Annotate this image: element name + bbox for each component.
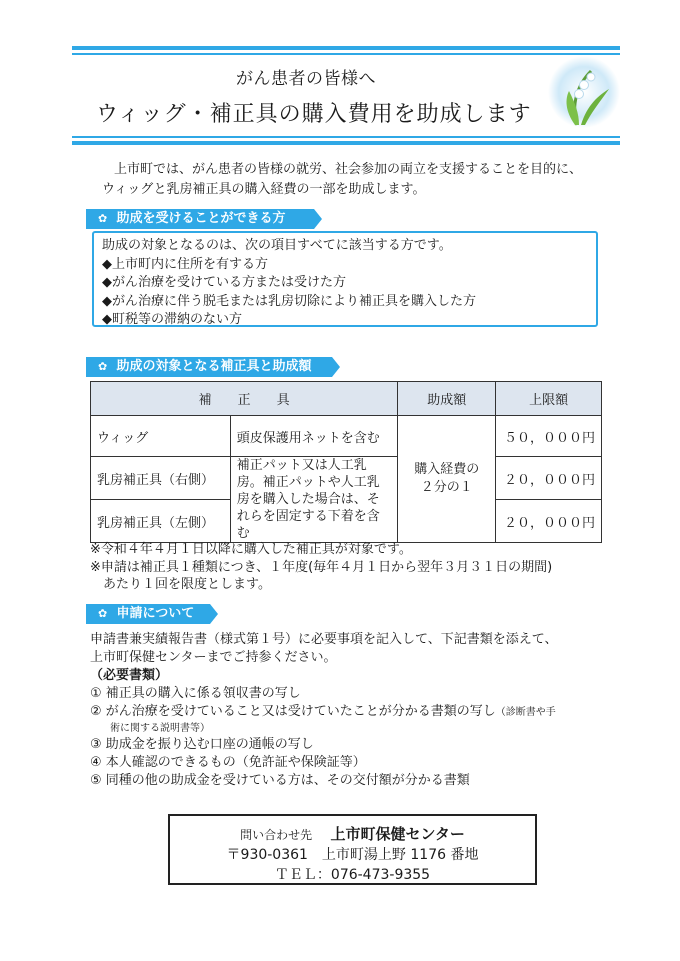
section-heading-label: 助成の対象となる補正具と助成額 — [116, 359, 312, 374]
item-note: 補正パット又は人工乳房。補正パットや人工乳房を購入した場合は、それらを固定する下着を含む — [230, 457, 398, 543]
lily-of-the-valley-icon — [547, 55, 621, 129]
intro-line: 上市町では、がん患者の皆様の就労、社会参加の両立を支援することを目的に、 — [114, 162, 583, 177]
contact-org: 上市町保健センター — [330, 825, 465, 843]
eligibility-item: ◆がん治療に伴う脱毛または乳房切除により補正具を購入した方 — [102, 293, 476, 309]
application-text: 上市町保健センターまでご持参ください。 — [90, 650, 337, 665]
doc-item-note: （診断書や手 — [495, 707, 556, 718]
item-name: 乳房補正具（右側） — [91, 457, 231, 500]
item-name: 乳房補正具（左側） — [91, 500, 231, 543]
item-limit: ５０，０００円 — [496, 416, 602, 457]
eligibility-item: ◆町税等の滞納のない方 — [102, 312, 242, 327]
title-rule-thin — [72, 136, 620, 138]
doc-item — [90, 703, 610, 722]
required-docs-label: （必要書類） — [90, 668, 169, 683]
header-limit: 上限額 — [496, 382, 602, 416]
page-title: ウィッグ・補正具の購入費用を助成します — [96, 102, 532, 127]
top-rule-thin — [72, 53, 620, 55]
note-line: ※令和４年４月１日以降に購入した補正具が対象です。 — [90, 542, 412, 557]
doc-item: ⑤ 同種の他の助成金を受けている方は、その交付額が分かる書類 — [90, 773, 470, 788]
grant-rate-line: 購入経費の — [414, 462, 480, 477]
doc-item: ① 補正具の購入に係る領収書の写し — [90, 686, 301, 701]
application-section — [90, 631, 610, 790]
section-heading-label: 申請について — [116, 606, 195, 621]
doc-item-note: 術に関する説明書等） — [110, 723, 210, 734]
grant-notes — [90, 541, 552, 594]
doc-item-text: ② がん治療を受けていること又は受けていたことが分かる書類の写し — [90, 704, 496, 719]
grant-rate-line: ２分の１ — [420, 480, 473, 495]
section-heading-grants — [86, 357, 332, 377]
eligibility-box — [92, 231, 598, 327]
item-limit: ２０，０００円 — [496, 500, 602, 543]
note-line: あたり１回を限度とします。 — [90, 577, 271, 592]
header-item: 補 正 具 — [91, 382, 398, 416]
subtitle: がん患者の皆様へ — [236, 69, 376, 89]
doc-item: ③ 助成金を振り込む口座の通帳の写し — [90, 737, 314, 752]
item-name: ウィッグ — [91, 416, 231, 457]
flower-icon: ✿ — [98, 607, 108, 620]
doc-item: ④ 本人確認のできるもの（免許証や保険証等） — [90, 755, 366, 770]
eligibility-item: ◆がん治療を受けている方または受けた方 — [102, 275, 346, 290]
eligibility-lead: 助成の対象となるのは、次の項目すべてに該当する方です。 — [102, 238, 452, 253]
note-line: ※申請は補正具１種類につき、１年度(毎年４月１日から翌年３月３１日の期間) — [90, 559, 553, 575]
contact-header — [170, 824, 535, 845]
table-header-row — [91, 382, 602, 416]
contact-address: 〒930-0361 上市町湯上野 1176 番地 — [226, 847, 479, 863]
table-row — [91, 457, 602, 500]
grant-rate — [398, 416, 496, 543]
grant-table — [90, 381, 602, 543]
top-rule-thick — [72, 46, 620, 50]
contact-label: 問い合わせ先 — [240, 828, 313, 842]
contact-box — [168, 814, 537, 885]
section-heading-label: 助成を受けることができる方 — [116, 211, 286, 226]
item-limit: ２０，０００円 — [496, 457, 602, 500]
header-rate: 助成額 — [398, 382, 496, 416]
section-heading-eligibility — [86, 209, 314, 229]
section-heading-application — [86, 604, 210, 624]
table-row — [91, 416, 602, 457]
title-rule-thick — [72, 141, 620, 145]
flower-icon: ✿ — [98, 360, 108, 373]
intro-text — [92, 160, 622, 200]
flower-icon: ✿ — [98, 212, 108, 225]
contact-tel: ＴＥＬ：076-473-9355 — [274, 867, 431, 883]
intro-line: ウィッグと乳房補正具の購入経費の一部を助成します。 — [102, 182, 426, 197]
item-note: 頭皮保護用ネットを含む — [230, 416, 398, 457]
eligibility-item: ◆上市町内に住所を有する方 — [102, 256, 268, 272]
application-text: 申請書兼実績報告書（様式第１号）に必要事項を記入して、下記書類を添えて、 — [90, 632, 558, 647]
